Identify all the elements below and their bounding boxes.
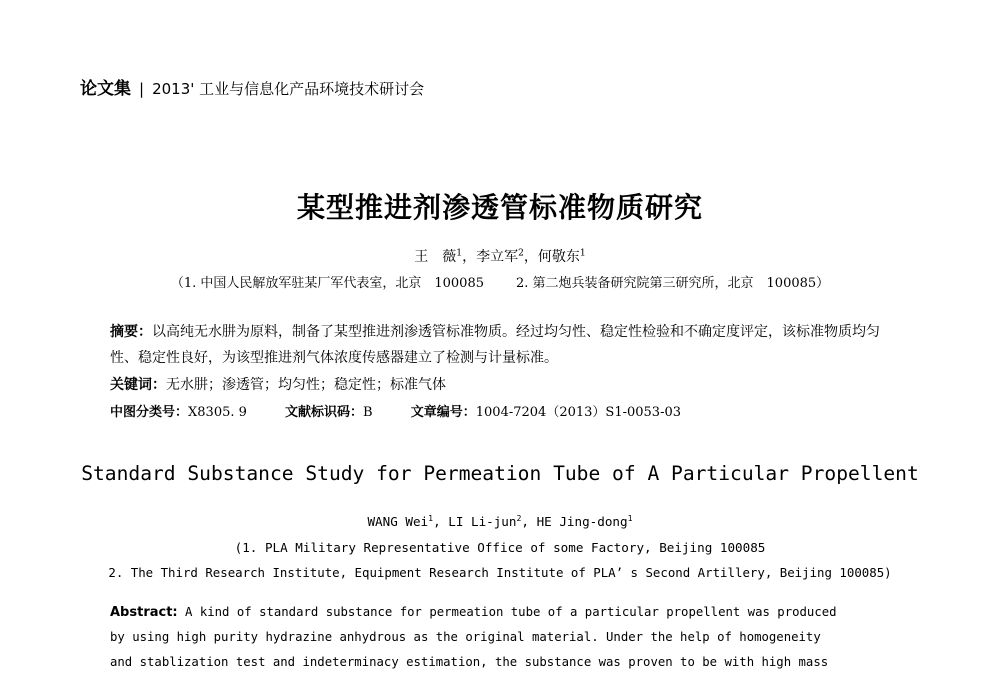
abstract-en-label: Abstract:	[110, 605, 178, 620]
author-sup: 1	[456, 248, 463, 259]
authors-zh: 王 薇$^1$，李立军$^2$，何敬东$^1$	[414, 248, 586, 265]
author-en: HE Jing-dong	[536, 514, 628, 530]
classification-row	[110, 401, 715, 420]
affiliations-zh	[0, 272, 1000, 291]
running-header	[80, 74, 424, 99]
abstract-en	[110, 600, 880, 675]
doc-code-value: B	[363, 405, 373, 420]
keywords-zh-label: 关键词：	[110, 377, 166, 393]
doc-code-label: 文献标识码：	[285, 405, 364, 420]
abstract-zh-label: 摘要：	[110, 324, 152, 340]
article-no-value: 1004-7204（2013）S1-0053-03	[475, 405, 681, 420]
authors-en: WANG Wei$^1$, LI Li-jun$^2$, HE Jing-dong$^1$	[367, 513, 633, 530]
abstract-zh-text: 以高纯无水肼为原料，制备了某型推进剂渗透管标准物质。经过均匀性、稳定性检验和不确定度评定，该标准物质均匀性、稳定性良好，为该型推进剂气体浓度传感器建立了检测与计量标准。	[110, 324, 880, 366]
affiliation-en-2: 2. The Third Research Institute, Equipment Research Institute of PLA’ s Second Artillery, Beijing 100085)	[108, 565, 892, 580]
article-no-label: 文章编号：	[410, 405, 476, 420]
author-zh: 李立军	[476, 249, 519, 265]
clc-value: X8305. 9	[188, 405, 247, 420]
affiliation-zh-1: （1. 中国人民解放军驻某厂军代表室，北京 100085	[170, 276, 484, 291]
abstract-zh	[110, 319, 885, 371]
author-sup: 2	[518, 248, 524, 259]
author-zh: 王 薇	[414, 249, 457, 265]
conference-name: 2013' 工业与信息化产品环境技术研讨会	[152, 80, 425, 98]
paper-title-en: Standard Substance Study for Permeation Tube of A Particular Propellent	[81, 462, 919, 485]
keywords-zh	[110, 374, 446, 394]
abstract-en-line: by using high purity hydrazine anhydrous as the original material. Under the help of homogeneity	[110, 630, 821, 644]
author-en: WANG Wei	[367, 514, 429, 530]
journal-brand: 论文集	[80, 79, 131, 99]
affiliation-en-1: (1. PLA Military Representative Office of some Factory, Beijing 100085	[234, 540, 766, 555]
author-sup: 1	[627, 513, 633, 523]
affiliation-zh-2: 2. 第二炮兵装备研究院第三研究所，北京 100085）	[516, 276, 830, 291]
author-en: LI Li-jun	[448, 514, 517, 530]
abstract-en-line: and stablization test and indeterminacy estimation, the substance was proven to be with high mass	[110, 655, 829, 669]
keywords-zh-text: 无水肼；渗透管；均匀性；稳定性；标准气体	[166, 377, 446, 393]
abstract-en-line: A kind of standard substance for permeation tube of a particular propellent was produced	[185, 605, 837, 619]
paper-title-zh: 某型推进剂渗透管标准物质研究	[296, 191, 703, 224]
author-sup: 1	[428, 513, 434, 523]
author-sup: 2	[516, 513, 522, 523]
header-separator: |	[139, 80, 145, 98]
clc-label: 中图分类号：	[110, 405, 189, 420]
author-zh: 何敬东	[537, 249, 580, 265]
author-sup: 1	[579, 248, 586, 259]
